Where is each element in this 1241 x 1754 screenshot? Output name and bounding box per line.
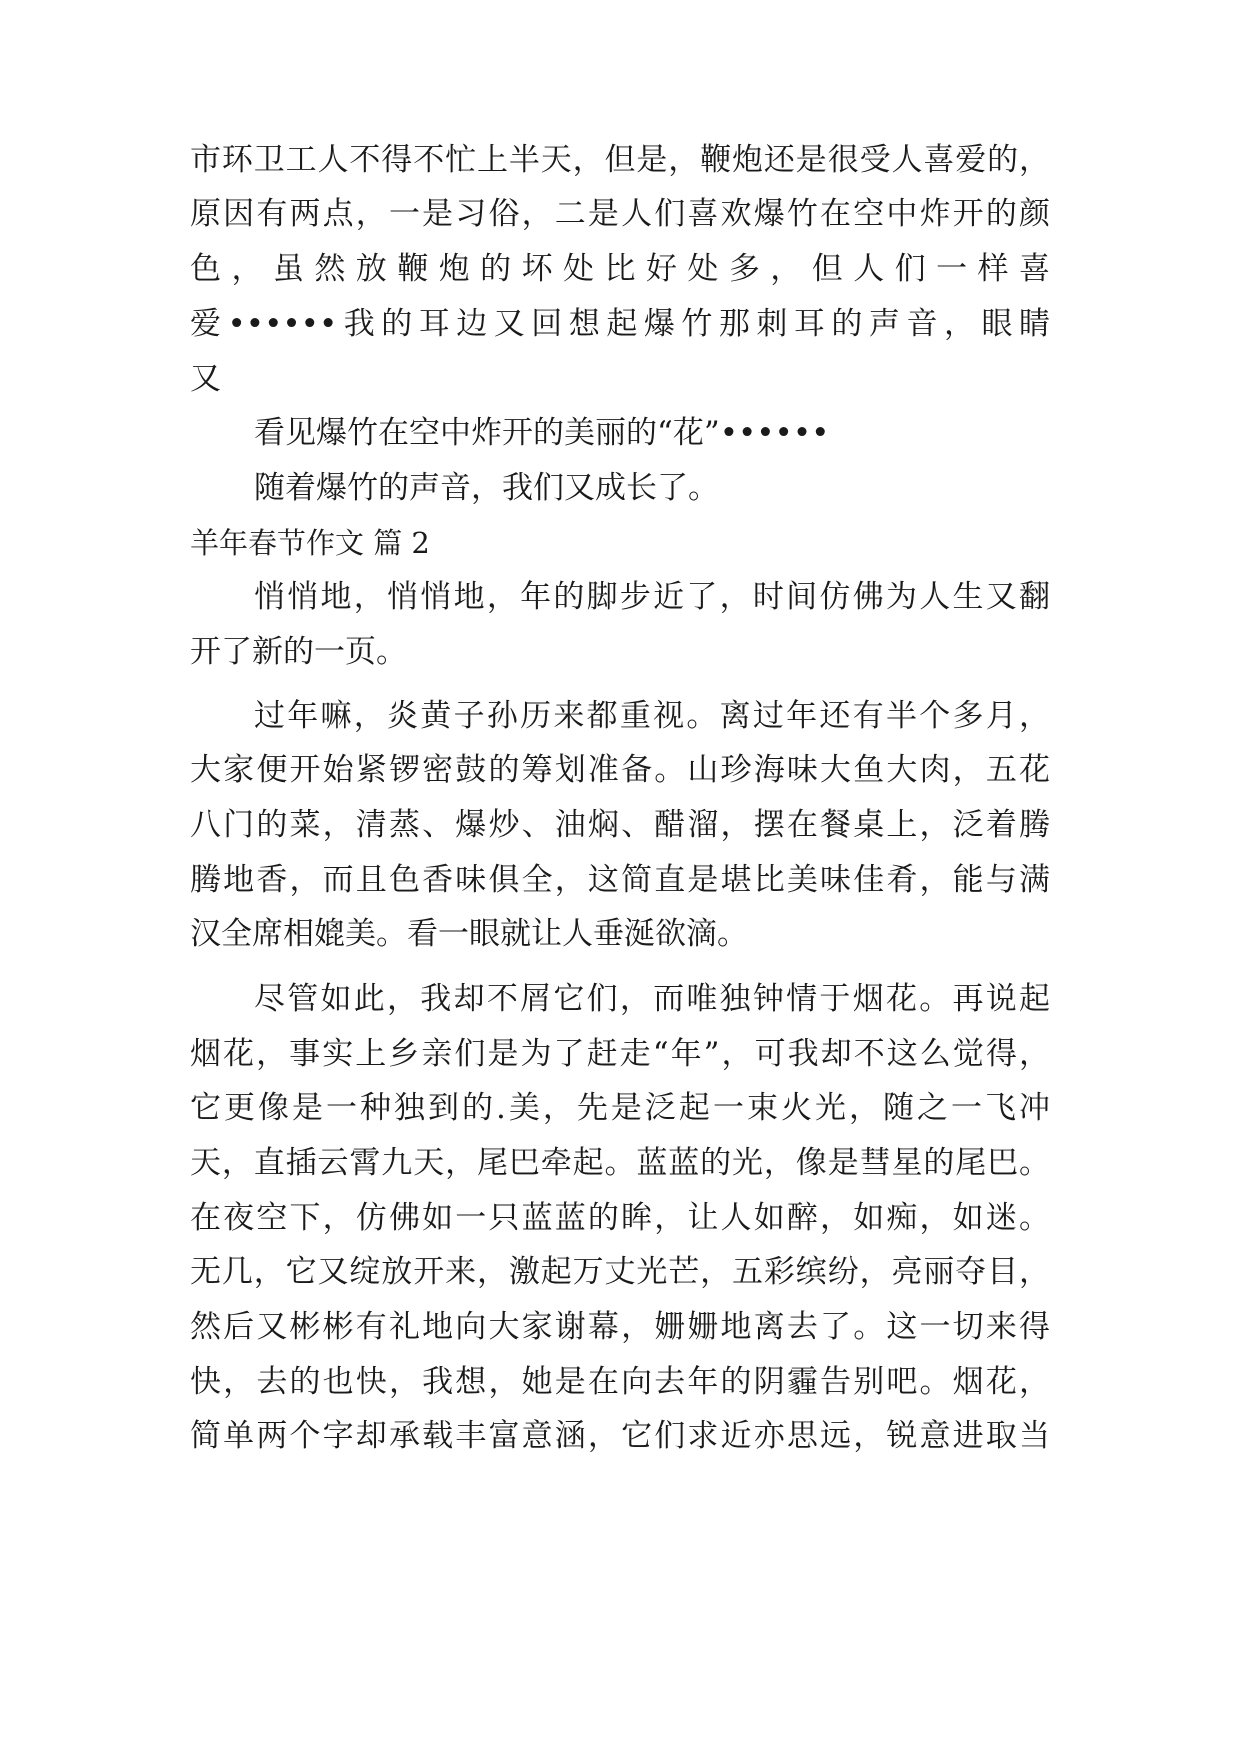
text-line: 悄悄地，悄悄地，年的脚步近了，时间仿佛为人生又翻 bbox=[254, 579, 1050, 615]
section-heading: 羊年春节作文 篇 2 bbox=[190, 526, 430, 560]
text-line: 它更像是一种独到的.美，先是泛起一束火光，随之一飞冲 bbox=[190, 1090, 1050, 1126]
text-line: 色，虽然放鞭炮的坏处比好处多，但人们一样喜 bbox=[190, 251, 1050, 287]
text-line: 天，直插云霄九天，尾巴牵起。蓝蓝的光，像是彗星的尾巴。 bbox=[190, 1145, 1050, 1181]
text-line: 无几，它又绽放开来，激起万丈光芒，五彩缤纷，亮丽夺目， bbox=[190, 1254, 1050, 1290]
text-line: 爱••••••我的耳边又回想起爆竹那刺耳的声音，眼睛 bbox=[190, 306, 1050, 342]
text-line: 快，去的也快，我想，她是在向去年的阴霾告别吧。烟花， bbox=[190, 1364, 1050, 1400]
text-line: 在夜空下，仿佛如一只蓝蓝的眸，让人如醉，如痴，如迷。 bbox=[190, 1200, 1050, 1236]
text-line: 开了新的一页。 bbox=[190, 634, 407, 670]
text-line: 原因有两点，一是习俗，二是人们喜欢爆竹在空中炸开的颜 bbox=[190, 196, 1050, 232]
paragraph: 随着爆竹的声音，我们又成长了。 bbox=[254, 470, 719, 506]
text-line: 尽管如此，我却不屑它们，而唯独钟情于烟花。再说起 bbox=[254, 981, 1050, 1017]
text-line: 简单两个字却承载丰富意涵，它们求近亦思远，锐意进取当 bbox=[190, 1418, 1050, 1454]
text-line: 过年嘛，炎黄子孙历来都重视。离过年还有半个多月， bbox=[254, 698, 1050, 734]
paragraph: 看见爆竹在空中炸开的美丽的“花”•••••• bbox=[254, 415, 830, 451]
text-line: 汉全席相媲美。看一眼就让人垂涎欲滴。 bbox=[190, 916, 748, 952]
text-line: 然后又彬彬有礼地向大家谢幕，姗姗地离去了。这一切来得 bbox=[190, 1309, 1050, 1345]
text-line: 八门的菜，清蒸、爆炒、油焖、醋溜，摆在餐桌上，泛着腾 bbox=[190, 807, 1050, 843]
text-line: 烟花，事实上乡亲们是为了赶走“年”，可我却不这么觉得， bbox=[190, 1036, 1050, 1072]
text-line: 腾地香，而且色香味俱全，这简直是堪比美味佳肴，能与满 bbox=[190, 862, 1050, 898]
text-line: 又 bbox=[190, 361, 221, 397]
text-line: 大家便开始紧锣密鼓的筹划准备。山珍海味大鱼大肉，五花 bbox=[190, 752, 1050, 788]
text-line: 市环卫工人不得不忙上半天，但是，鞭炮还是很受人喜爱的， bbox=[190, 142, 1050, 178]
